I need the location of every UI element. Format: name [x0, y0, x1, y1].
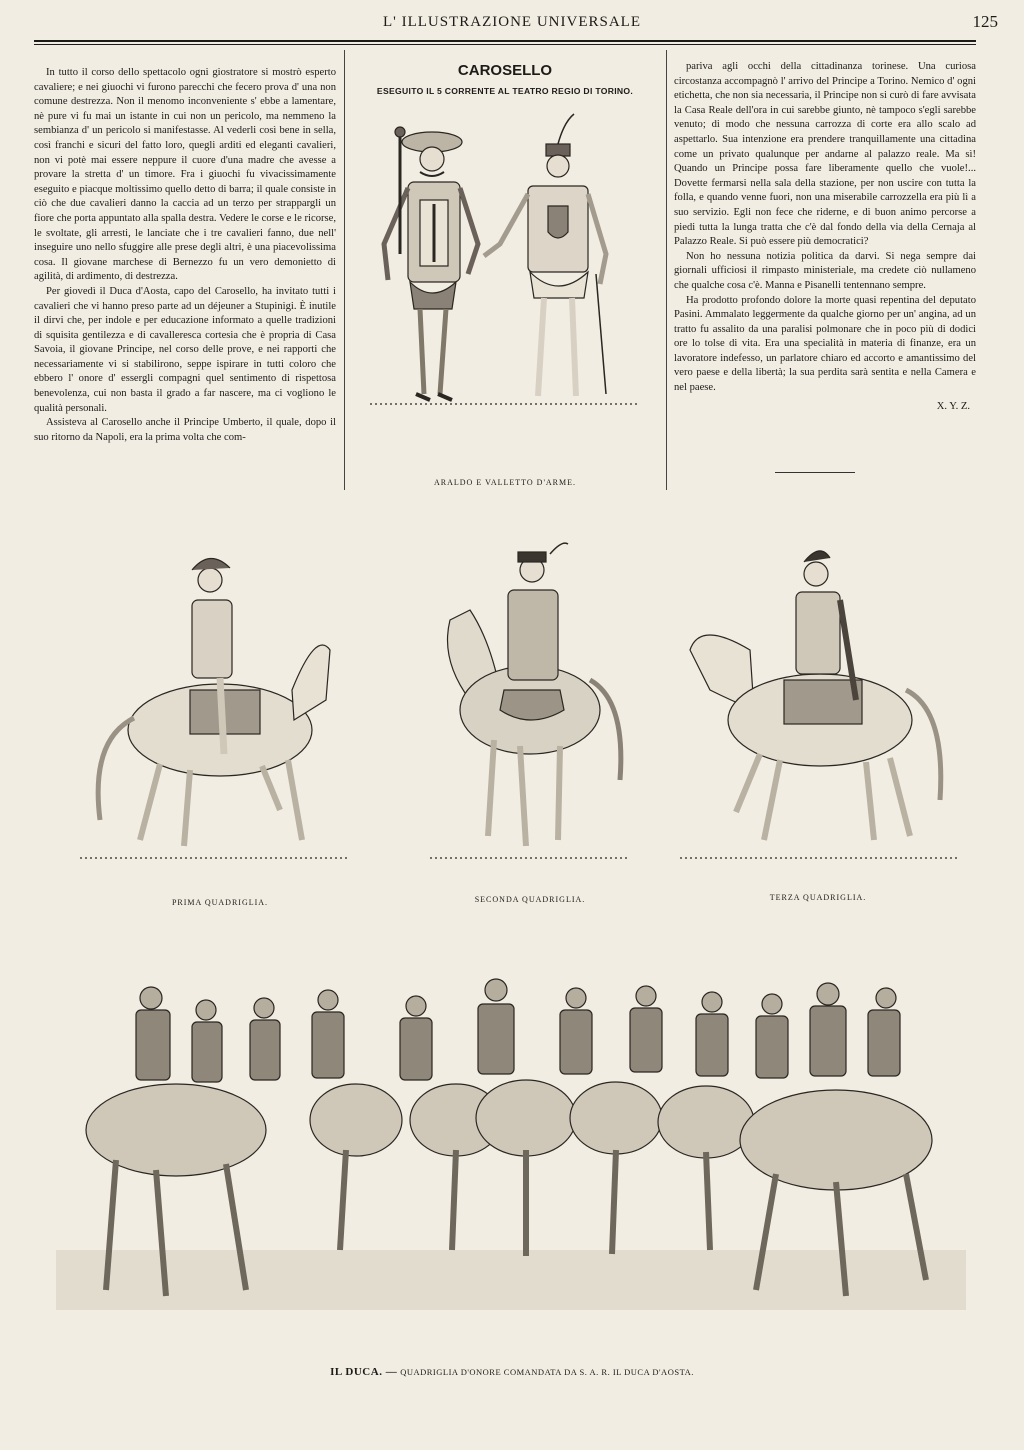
paragraph: Per giovedì il Duca d'Aosta, capo del Carosello, ha invitato tutti i cavalieri che vi hanno preso parte ad un déjeuner a Stupinigi. È inutile il dirvi che, per indole e per educazione informato a quelle tradizioni di squisita gentilezza e di cavalleresca cortesia che è propria di Casa Savoia, il giovane Principe, nel corso delle prove, e nei rapporti che necessariamente vi si stabilirono, seppe ispirare in tutti coloro che ebbero l' onore d' essergli compagni quel sentimento di rispettosa benevolenza, cui non basta il grado a far nascere, ma ci vogliono le qualità personali. [34, 285, 336, 414]
bottom-caption-lead: IL DUCA. — [330, 1366, 398, 1378]
paragraph: Assisteva al Carosello anche il Principe Umberto, il quale, dopo il suo ritorno da Napoli, era la prima volta che com- [34, 417, 336, 443]
article-subtitle: ESEGUITO IL 5 CORRENTE AL TEATRO REGIO DI TORINO. [376, 86, 634, 96]
paragraph: Non ho nessuna notizia politica da darvi. Si nega sempre dai giornali ufficiosi il rimpasto ministeriale, ma credete ciò nullameno che qualche cosa c'è. Manna e Pisanelli tentennano sempre. [674, 250, 976, 291]
herald-and-valet-illustration [360, 104, 650, 444]
third-quadrille-rider-illustration [680, 540, 960, 870]
second-quadrille-rider-illustration [430, 540, 630, 870]
end-rule [775, 472, 855, 473]
header-rule-thin [34, 44, 976, 45]
bottom-caption [0, 1366, 1024, 1378]
article-title: CAROSELLO [457, 62, 553, 79]
first-quadrille-rider-illustration [80, 540, 350, 870]
signature: X. Y. Z. [936, 400, 970, 412]
bottom-caption-rest: QUADRIGLIA D'ONORE COMANDATA DA S. A. R. IL DUCA D'AOSTA. [400, 1367, 694, 1377]
running-header: L' ILLUSTRAZIONE UNIVERSALE [382, 14, 641, 30]
column-divider-left [344, 50, 345, 490]
first-quadrille-caption: PRIMA QUADRIGLIA. [171, 898, 269, 907]
right-column-text [674, 60, 976, 414]
paragraph: In tutto il corso dello spettacolo ogni giostratore si mostrò esperto cavaliere; e nei giuochi vi furono parecchi che fecero prova d' una non comune destrezza. Non il menomo inconveniente s' ebbe a lamentare, nè pure vi fu mai un istante in cui non un pericolo, ma nemmeno la sembianza d' un pericolo si manifestasse. Al vederli così bene in sella, così franchi e sicuri del fatto loro, quegli arditi ed eleganti cavalieri, non vi potè mai essere neppure il cuore d'una madre che avesse a provare la stretta d' un timore. Fra i giuochi fu vivacissimamente eseguito e piacque moltissimo quello detto di barra; il quale consiste in ciò che due cavalieri danno la caccia ad un terzo per strappargli un fiore che porta appuntato alla spalla destra. Vedere le corse e le ricorse, le svoltate, gli arresti, le lanciate che i tre cavalieri fanno, due nell' inseguire uno nello sfuggire alle prese degli altri, è una piacevolissima cosa. Il giovane marchese di Bernezzo fu un vero demonietto di agilità, di ardimento, di destrezza. [34, 67, 336, 283]
paragraph: pariva agli occhi della cittadinanza torinese. Una curiosa circostanza accompagnò l' arrivo del Principe a Torino. Nemico d' ogni etichetta, che non sia necessaria, il Principe non si curò di fare avvisata la Casa Reale dell'ora in cui sarebbe giunto, nè tampoco s'egli sarebbe venuto; di modo che nessuna carrozza di corte era allo scalo ad aspettarlo. Sua intenzione era prendere tranquillamente una cittadina come un privato qualunque per andarne al palazzo reale. Ma sì! Quando un Principe possa fare liberamente quello che vuole!... Dovette fermarsi nella sala della stazione, per non uscire con tutta la folla, e quando venne fuori, non una miserabile carrozzella era più lì a suo servizio. Egli non fece che riderne, e di buon animo percorse a piedi tutta la lunga tratta che c'è dal fondo della via della Cernaja al Palazzo Reale. Si può essere più democratici? [674, 61, 976, 248]
page-number: 125 [972, 12, 998, 31]
column-divider-right [666, 50, 667, 490]
second-quadrille-caption: SECONDA QUADRIGLIA. [474, 895, 586, 904]
honour-quadrille-illustration [56, 950, 966, 1330]
header-rule [34, 40, 976, 42]
herald-caption: ARALDO E VALLETTO D'ARME. [434, 478, 576, 487]
paragraph: Ha prodotto profondo dolore la morte quasi repentina del deputato Pasini. Ammalato leggermente da qualche giorno per un' angina, ad un tratto fu assalito da una paralisi polmonare che in poco più di dodici ore lo tolse di vita. Era una specialità in materia di finanze, era un lavoratore indefesso, un parlatore chiaro ed accorto e amantissimo del vero paese e della libertà; la sua perdita sarà sentita e nella Camera e nel paese. [674, 294, 976, 394]
left-column-text [34, 66, 336, 445]
third-quadrille-caption: TERZA QUADRIGLIA. [769, 893, 867, 902]
